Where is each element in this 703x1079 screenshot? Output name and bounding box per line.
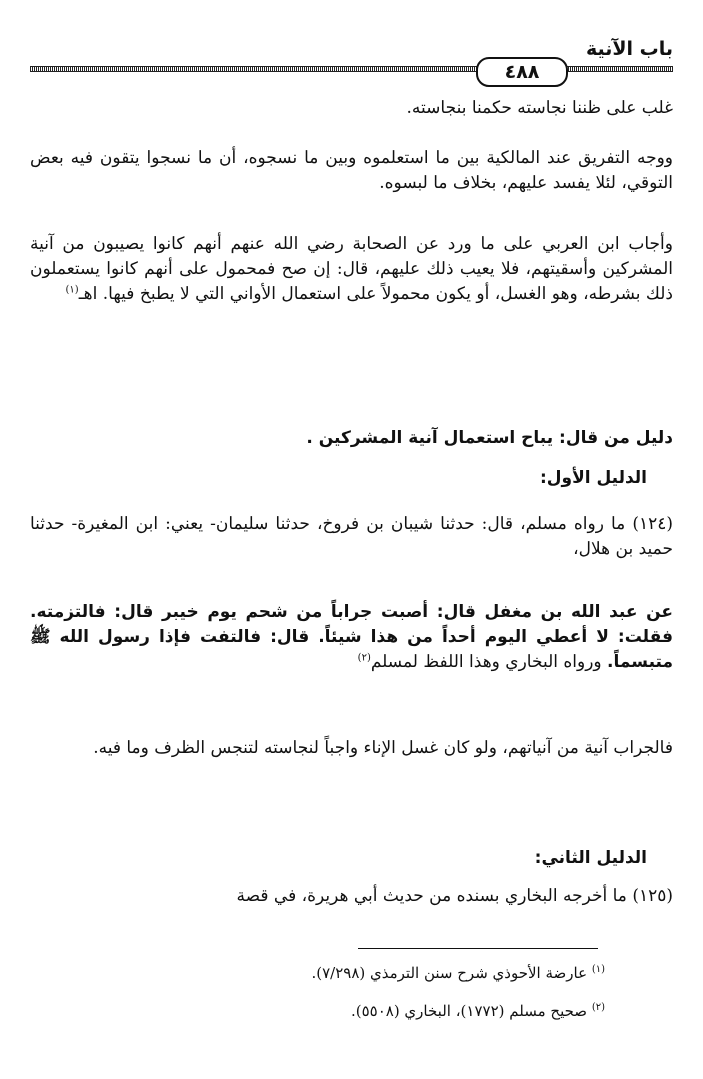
paragraph-jirab: فالجراب آنية من آنياتهم، ولو كان غسل الإناء واجباً لنجاسته لتنجس الظرف وما فيه. (93, 738, 673, 758)
paragraph-conclusion: غلب على ظننا نجاسته حكمنا بنجاسته. (406, 98, 673, 118)
hadith-124-chain: (١٢٤) ما رواه مسلم، قال: حدثنا شيبان بن فروخ، حدثنا سليمان- يعني: ابن المغيرة- حدثنا حميد بن هلال، (30, 514, 673, 559)
header-rule (30, 66, 673, 72)
footnote-2-text: صحيح مسلم (١٧٧٢)، البخاري (٥٥٠٨). (350, 1002, 588, 1020)
footnote-1 (30, 962, 605, 984)
page-number: ٤٨٨ (476, 57, 568, 87)
paragraph-ibn-al-arabi (30, 232, 673, 307)
paragraph-ibn-al-arabi-text: وأجاب ابن العربي على ما ورد عن الصحابة رضي الله عنهم أنهم كانوا يصيبون من آنية المشركين وأسقيتهم، فلا يعيب ذلك عليهم، قال: إن صح فمحمول على أنهم كانوا يستعملون ذلك بشرطه، وهو الغسل، أو يكون محمولاً على استعمال الأواني التي لا يطبخ فيها. اهـ (30, 234, 673, 304)
footnote-1-mark: (١) (591, 964, 605, 975)
hadith-124-text (30, 600, 673, 675)
hadith-124-matn: عن عبد الله بن مغفل قال: أصبت جراباً من شحم يوم خيبر قال: فالتزمته. فقلت: لا أعطي اليوم أحداً من هذا شيئاً. قال: فالتفت فإذا رسول الله ﷺ متبسماً. (30, 602, 673, 672)
running-title: باب الآنية (585, 38, 673, 60)
footnote-2 (30, 1000, 605, 1022)
subheading-first-evidence: الدليل الأول: (539, 468, 647, 488)
section-heading: دليل من قال: يباح استعمال آنية المشركين . (306, 428, 673, 448)
footnote-2-mark: (٢) (591, 1002, 605, 1013)
hadith-125-intro: (١٢٥) ما أخرجه البخاري بسنده من حديث أبي هريرة، في قصة (236, 886, 673, 906)
footnote-1-text: عارضة الأحوذي شرح سنن الترمذي (٧/٢٩٨). (311, 964, 588, 982)
footnote-ref-2: (٢) (357, 652, 371, 664)
footnote-ref-1: (١) (65, 284, 79, 296)
footnote-divider (358, 948, 598, 949)
hadith-124-source: ورواه البخاري وهذا اللفظ لمسلم (370, 652, 608, 672)
subheading-second-evidence: الدليل الثاني: (534, 848, 647, 868)
paragraph-maliki-distinction: ووجه التفريق عند المالكية بين ما استعلموه وبين ما نسجوه، أن ما نسجوا يتقون فيه بعض التوقي، لئلا يفسد عليهم، بخلاف ما لبسوه. (30, 148, 673, 193)
